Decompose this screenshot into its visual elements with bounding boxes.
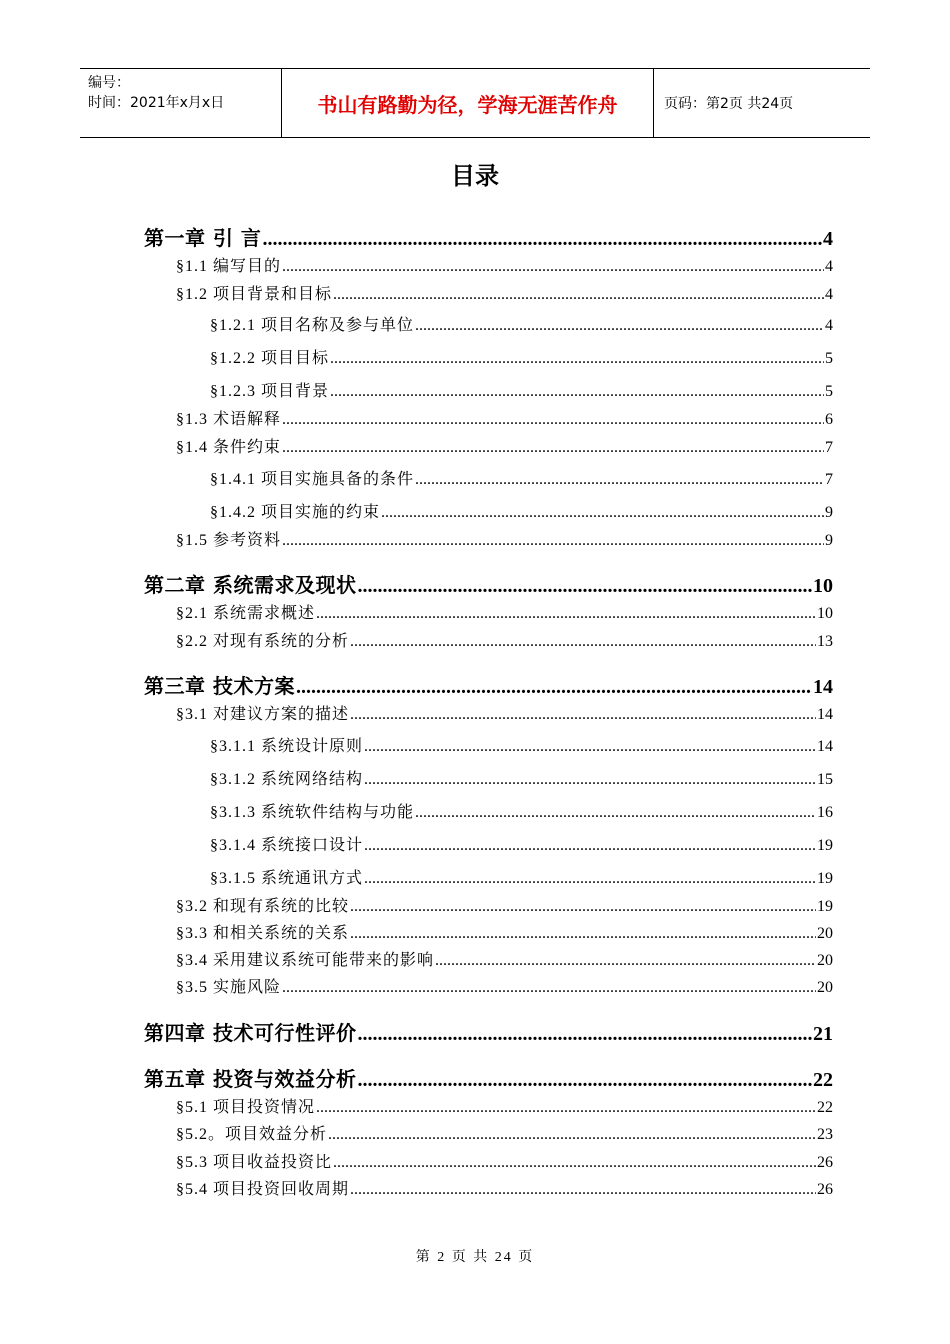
toc-entry[interactable]	[176, 628, 833, 651]
toc-entry-label: 第三章 技术方案	[144, 674, 295, 698]
toc-entry-label: §3.1.5 系统通讯方式	[210, 870, 364, 887]
toc-entry-page: 10	[817, 605, 833, 622]
toc-entry[interactable]	[176, 1149, 833, 1172]
toc-entry[interactable]	[176, 947, 833, 970]
header-page-info: 页码：第2页 共24页	[664, 96, 794, 112]
toc-entry[interactable]	[210, 312, 833, 335]
toc-entry[interactable]	[210, 378, 833, 401]
toc-entry[interactable]	[210, 832, 833, 855]
toc-entry[interactable]	[210, 766, 833, 789]
toc-leader-dots	[381, 504, 824, 522]
toc-entry-label: §1.2.3 项目背景	[210, 383, 330, 400]
toc-entry-page: 10	[813, 575, 833, 597]
toc-entry-page: 20	[817, 925, 833, 942]
toc-entry-label: §5.3 项目收益投资比	[176, 1154, 333, 1171]
toc-entry-label: §3.2 和现有系统的比较	[176, 898, 350, 915]
toc-leader-dots	[357, 1069, 812, 1092]
toc-entry-page: 4	[825, 258, 833, 275]
toc-entry[interactable]	[176, 701, 833, 724]
toc-entry-page: 7	[825, 439, 833, 456]
toc-entry-page: 26	[817, 1181, 833, 1198]
toc-leader-dots	[328, 1126, 816, 1144]
toc-entry-label: §1.2.1 项目名称及参与单位	[210, 317, 415, 334]
toc-entry[interactable]	[176, 406, 833, 429]
toc-entry-label: §3.5 实施风险	[176, 979, 282, 996]
toc-leader-dots	[364, 837, 816, 855]
toc-leader-dots	[282, 532, 824, 550]
toc-entry-page: 9	[825, 504, 833, 521]
toc-entry-label: §2.2 对现有系统的分析	[176, 633, 350, 650]
toc-leader-dots	[330, 350, 824, 368]
toc-entry-page: 14	[817, 738, 833, 755]
toc-entry-page: 19	[817, 898, 833, 915]
toc-entry-page: 22	[817, 1099, 833, 1116]
toc-leader-dots	[282, 258, 824, 276]
toc-leader-dots	[316, 1099, 816, 1117]
toc-leader-dots	[262, 228, 822, 251]
toc-entry-page: 4	[823, 228, 833, 250]
toc-leader-dots	[364, 870, 816, 888]
time-label: 时间：2021年x月x日	[88, 95, 225, 111]
toc-entry[interactable]	[176, 1121, 833, 1144]
toc-entry[interactable]	[210, 799, 833, 822]
toc-entry-page: 22	[813, 1069, 833, 1091]
toc-entry-label: §1.4.1 项目实施具备的条件	[210, 471, 415, 488]
toc-entry-label: §5.1 项目投资情况	[176, 1099, 316, 1116]
toc-entry-page: 26	[817, 1154, 833, 1171]
toc-leader-dots	[350, 1181, 816, 1199]
toc-entry-page: 5	[825, 383, 833, 400]
toc-entry-page: 13	[817, 633, 833, 650]
toc-entry[interactable]	[210, 345, 833, 368]
header-motto: 书山有路勤为径，学海无涯苦作舟	[317, 92, 618, 117]
toc-entry-label: §3.1.1 系统设计原则	[210, 738, 364, 755]
page-title: 目录	[451, 162, 499, 190]
toc-entry-page: 9	[825, 532, 833, 549]
toc-leader-dots	[415, 471, 824, 489]
toc-leader-dots	[350, 898, 816, 916]
toc-entry-page: 4	[825, 317, 833, 334]
toc-entry-page: 14	[817, 706, 833, 723]
toc-entry-label: §5.4 项目投资回收周期	[176, 1181, 350, 1198]
toc-entry-page: 14	[813, 676, 833, 698]
toc-entry-page: 20	[817, 952, 833, 969]
toc-leader-dots	[350, 925, 816, 943]
toc-entry-page: 5	[825, 350, 833, 367]
toc-leader-dots	[364, 738, 816, 756]
toc-entry[interactable]	[176, 920, 833, 943]
toc-leader-dots	[415, 317, 824, 335]
toc-entry-label: 第四章 技术可行性评价	[144, 1021, 357, 1045]
toc-entry[interactable]	[144, 1017, 833, 1046]
toc-entry[interactable]	[144, 222, 833, 251]
toc-entry[interactable]	[176, 527, 833, 550]
toc-entry-page: 20	[817, 979, 833, 996]
toc-leader-dots	[350, 706, 816, 724]
toc-entry[interactable]	[176, 1176, 833, 1199]
toc-leader-dots	[350, 633, 816, 651]
toc-leader-dots	[415, 804, 816, 822]
toc-entry-label: §3.3 和相关系统的关系	[176, 925, 350, 942]
toc-entry-page: 19	[817, 837, 833, 854]
toc-leader-dots	[316, 605, 816, 623]
toc-entry[interactable]	[176, 1094, 833, 1117]
toc-entry[interactable]	[144, 670, 833, 699]
toc-entry[interactable]	[176, 281, 833, 304]
toc-entry-label: §1.4 条件约束	[176, 439, 282, 456]
toc-entry-label: §5.2。项目效益分析	[176, 1126, 328, 1143]
toc-leader-dots	[333, 286, 824, 304]
toc-entry[interactable]	[176, 974, 833, 997]
toc-entry[interactable]	[176, 253, 833, 276]
toc-entry-label: §3.1 对建议方案的描述	[176, 706, 350, 723]
toc-entry-label: §3.1.4 系统接口设计	[210, 837, 364, 854]
toc-leader-dots	[364, 771, 816, 789]
toc-leader-dots	[282, 411, 824, 429]
page-footer: 第 2 页 共 24 页	[415, 1250, 535, 1265]
toc-entry-label: §3.1.3 系统软件结构与功能	[210, 804, 415, 821]
toc-leader-dots	[282, 439, 824, 457]
toc-leader-dots	[296, 676, 812, 699]
toc-entry-page: 4	[825, 286, 833, 303]
toc-entry-page: 7	[825, 471, 833, 488]
toc-entry[interactable]	[210, 865, 833, 888]
toc-entry[interactable]	[144, 1063, 833, 1092]
toc-leader-dots	[330, 383, 824, 401]
toc-entry-label: §1.2.2 项目目标	[210, 350, 330, 367]
toc-entry[interactable]	[210, 466, 833, 489]
toc-entry-page: 15	[817, 771, 833, 788]
toc-entry-page: 19	[817, 870, 833, 887]
toc-leader-dots	[282, 979, 816, 997]
toc-entry-label: §1.1 编写目的	[176, 258, 282, 275]
toc-entry[interactable]	[176, 434, 833, 457]
toc-entry-label: 第一章 引 言	[144, 226, 262, 250]
toc-entry-label: §3.1.2 系统网络结构	[210, 771, 364, 788]
toc-entry-label: §1.5 参考资料	[176, 532, 282, 549]
toc-entry-label: §1.3 术语解释	[176, 411, 282, 428]
toc-entry-label: 第五章 投资与效益分析	[144, 1067, 357, 1091]
toc-entry-page: 23	[817, 1126, 833, 1143]
toc-entry[interactable]	[176, 600, 833, 623]
toc-entry[interactable]	[210, 733, 833, 756]
toc-entry-page: 16	[817, 804, 833, 821]
toc-entry[interactable]	[144, 569, 833, 598]
toc-entry[interactable]	[210, 499, 833, 522]
toc-leader-dots	[333, 1154, 816, 1172]
toc-entry-page: 6	[825, 411, 833, 428]
toc-entry-label: §1.2 项目背景和目标	[176, 286, 333, 303]
toc-entry-label: §1.4.2 项目实施的约束	[210, 504, 381, 521]
number-label: 编号：	[88, 75, 130, 91]
toc-entry-page: 21	[813, 1023, 833, 1045]
toc-entry-label: §2.1 系统需求概述	[176, 605, 316, 622]
toc-entry[interactable]	[176, 893, 833, 916]
toc-leader-dots	[357, 575, 812, 598]
toc-leader-dots	[435, 952, 816, 970]
toc-entry-label: 第二章 系统需求及现状	[144, 573, 357, 597]
toc-leader-dots	[357, 1023, 812, 1046]
toc-entry-label: §3.4 采用建议系统可能带来的影响	[176, 952, 435, 969]
